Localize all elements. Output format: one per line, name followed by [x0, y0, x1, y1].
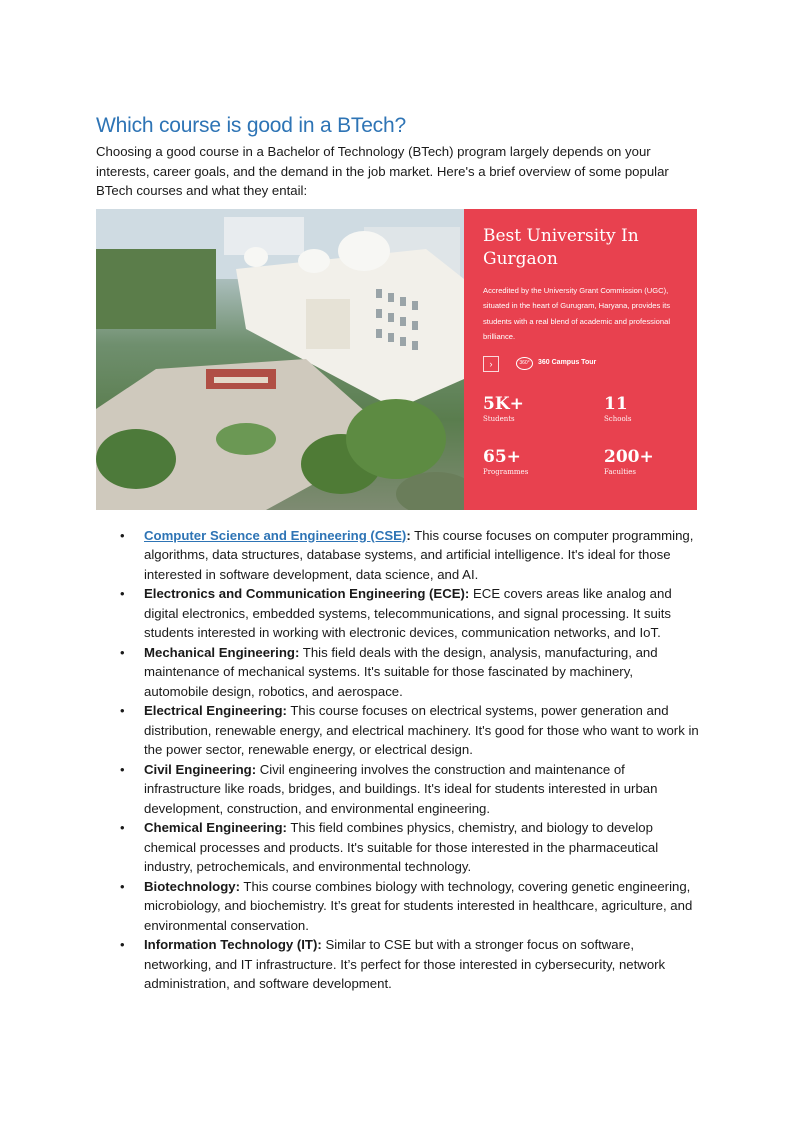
banner-description: Accredited by the University Grant Commission (UGC), situated in the heart of Gurugram, Haryana, provides its students with a real blend of academic and professional brilliance. [483, 285, 671, 341]
banner-title: Best University In Gurgaon [483, 225, 639, 269]
stat-label: Schools [604, 414, 632, 423]
stat-value: 11 [604, 393, 628, 414]
list-item-biotechnology [144, 877, 700, 936]
item-text: Civil engineering involves the construction and maintenance of infrastructure like roads, bridges, and buildings. It's ideal for students interested in urban development, construction, and environmental engineering. [144, 761, 658, 816]
item-text: Similar to CSE but with a stronger focus on software, networking, and IT infrastructure. It’s perfect for those interested in cybersecurity, network administration, and software development. [144, 937, 666, 991]
campus-photo [96, 209, 464, 510]
stat-value: 200+ [604, 446, 654, 467]
360-tour-icon: 360° [516, 357, 533, 370]
list-item-chemical [144, 818, 700, 877]
stat-label: Faculties [604, 467, 637, 476]
stat-value: 65+ [483, 446, 521, 467]
stat-programmes [483, 447, 528, 477]
item-title: Information Technology (IT): [144, 937, 322, 952]
list-item-it [144, 935, 700, 994]
item-text: This field deals with the design, analysis, manufacturing, and maintenance of mechanical systems. It's suitable for those fascinated by machinery, automobile design, robotics, and aerospace. [144, 644, 658, 699]
course-list [96, 526, 700, 994]
item-text: This course focuses on computer programming, algorithms, data structures, database systems, and artificial intelligence. It's ideal for those interested in software development, data science, and AI. [144, 527, 694, 582]
item-title: Electronics and Communication Engineering (ECE): [144, 586, 470, 601]
item-text: This course focuses on electrical systems, power generation and distribution, renewable energy, and electrical machinery. It's good for those who want to work in the power sector, renewable energy, or electrical design. [144, 703, 699, 757]
stat-students [483, 394, 524, 424]
stat-schools [604, 394, 631, 424]
stat-label: Students [483, 414, 515, 423]
stat-label: Programmes [483, 467, 529, 476]
campus-illustration [96, 209, 464, 510]
list-item-ece [144, 584, 700, 643]
item-text: ECE covers areas like analog and digital electronics, embedded systems, telecommunications, and signal processing. It suits students interested in working with electronic devices, communication networks, and IoT. [144, 586, 672, 640]
intro-paragraph: Choosing a good course in a Bachelor of Technology (BTech) program largely depends on your interests, career goals, and the demand in the job market. Here's a brief overview of some popular BTech courses and what they entail: [96, 144, 669, 198]
item-separator: : [406, 527, 411, 543]
page-title: Which course is good in a BTech? [96, 114, 406, 137]
university-banner[interactable] [96, 209, 697, 510]
list-item-electrical [144, 701, 700, 760]
item-title: Mechanical Engineering: [144, 644, 300, 660]
item-title: Chemical Engineering: [144, 820, 287, 835]
item-title: Civil Engineering: [144, 761, 257, 777]
stat-faculties [604, 447, 654, 477]
item-text: This course combines biology with technology, covering genetic engineering, microbiology, and biochemistry. It’s great for students interested in healthcare, agriculture, and environmental conservation. [144, 878, 693, 933]
campus-tour-link[interactable]: 360 Campus Tour [538, 358, 597, 366]
item-title: Biotechnology: [144, 878, 240, 894]
chevron-right-icon[interactable]: › [483, 356, 499, 372]
list-item-mechanical [144, 643, 700, 702]
list-item-civil [144, 760, 700, 819]
stat-value: 5K+ [483, 393, 524, 414]
item-title: Electrical Engineering: [144, 703, 287, 718]
cse-link[interactable]: Computer Science and Engineering (CSE) [144, 527, 407, 543]
list-item-cse [144, 526, 700, 585]
item-text: This field combines physics, chemistry, and biology to develop chemical processes and products. It's suitable for those interested in the pharmaceutical industry, petrochemicals, and environmental technology. [144, 820, 659, 874]
document-page [96, 112, 700, 994]
info-panel [464, 209, 697, 510]
